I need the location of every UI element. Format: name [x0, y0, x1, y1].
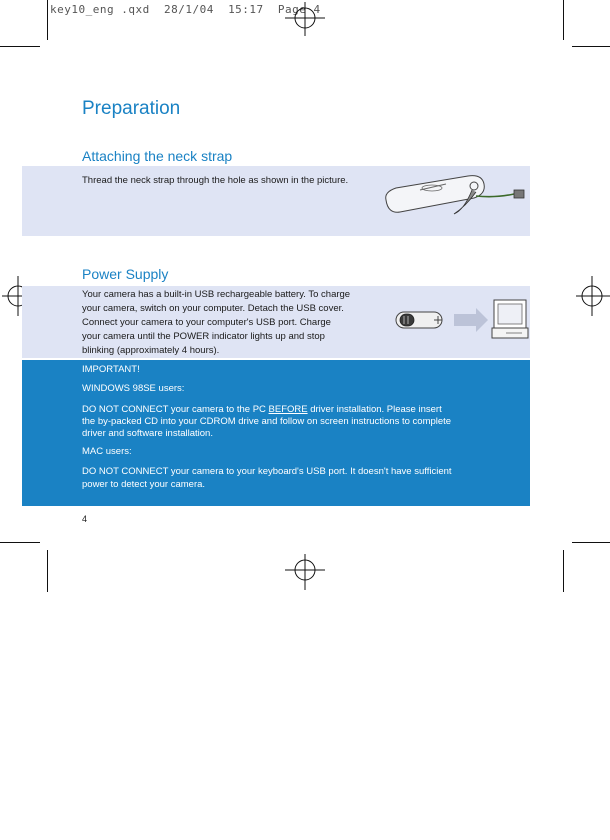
section-heading-neck-strap: Attaching the neck strap: [82, 148, 233, 164]
mac-warning-line2: power to detect your camera.: [82, 479, 206, 490]
crop-mark: [572, 46, 610, 47]
important-notice: [22, 360, 530, 506]
important-title: IMPORTANT!: [82, 364, 140, 375]
windows-warning-pre: DO NOT CONNECT your camera to the PC: [82, 404, 269, 415]
crop-mark: [563, 0, 564, 40]
neck-strap-illustration: [380, 170, 530, 226]
registration-mark-bottom: [285, 550, 325, 590]
power-supply-line: your camera until the POWER indicator lights up and stop: [82, 331, 325, 342]
power-supply-line: Your camera has a built-in USB rechargeable battery. To charge: [82, 289, 351, 300]
power-supply-line: blinking (approximately 4 hours).: [82, 345, 220, 356]
crop-mark: [563, 550, 564, 592]
registration-mark-top: [285, 0, 325, 40]
power-supply-text: [82, 288, 392, 358]
crop-mark: [0, 46, 40, 47]
registration-mark-right: [572, 276, 610, 316]
page-title: Preparation: [82, 98, 181, 119]
mac-warning-line1: DO NOT CONNECT your camera to your keyboard's USB port. It doesn't have sufficient: [82, 466, 452, 477]
page-number: 4: [82, 514, 88, 524]
power-supply-line: Connect your camera to your computer's USB port. Charge: [82, 317, 331, 328]
windows-users-label: WINDOWS 98SE users:: [82, 383, 185, 394]
slug-line: key10_eng .qxd 28/1/04 15:17 Page 4: [50, 3, 321, 16]
crop-mark: [47, 550, 48, 592]
windows-warning-post: driver installation. Please insert: [307, 404, 442, 415]
crop-mark: [47, 0, 48, 40]
windows-warning-line1: [82, 404, 512, 416]
mac-users-label: MAC users:: [82, 446, 132, 457]
windows-warning-underlined: BEFORE: [268, 404, 308, 415]
crop-mark: [0, 542, 40, 543]
crop-mark: [572, 542, 610, 543]
windows-warning-line2: the by-packed CD into your CDROM drive and follow on screen instructions to complete: [82, 416, 452, 427]
section-heading-power-supply: Power Supply: [82, 266, 169, 282]
neck-strap-text: Thread the neck strap through the hole as shown in the picture.: [82, 175, 349, 186]
power-supply-line: your camera, switch on your computer. Detach the USB cover.: [82, 303, 344, 314]
usb-connection-illustration: [394, 298, 530, 346]
windows-warning-line3: driver and software installation.: [82, 428, 213, 439]
